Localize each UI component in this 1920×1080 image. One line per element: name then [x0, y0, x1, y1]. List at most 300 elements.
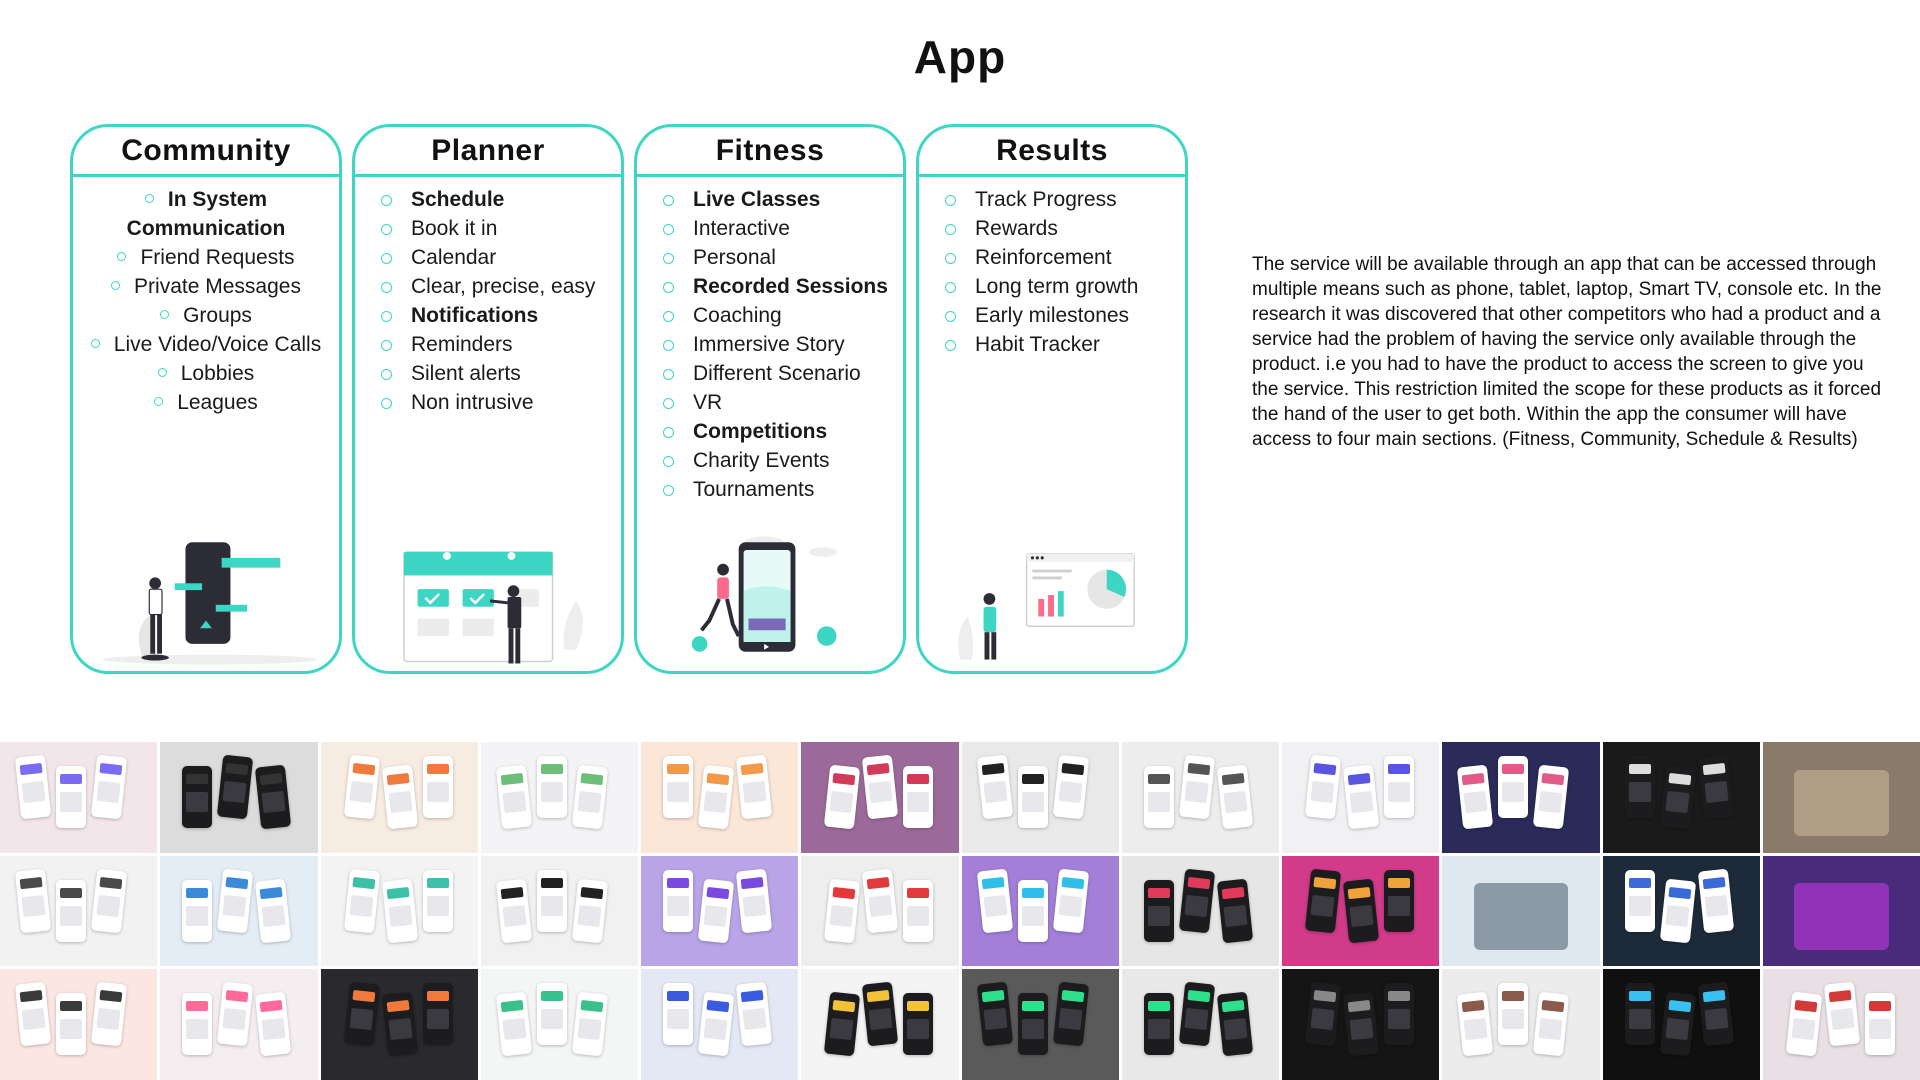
screen-block — [22, 895, 46, 917]
phone-mockup — [976, 755, 1012, 820]
screen-block — [703, 791, 727, 813]
screen-block — [1464, 791, 1488, 813]
gallery-tile — [160, 856, 317, 967]
screen-block — [541, 991, 563, 1001]
screen-block — [1184, 895, 1208, 917]
phone-mockup — [1533, 765, 1569, 830]
list-item: Interactive — [659, 214, 889, 243]
phone-mockup — [1018, 993, 1048, 1055]
phone-mockup — [423, 983, 453, 1045]
screen-block — [741, 990, 764, 1002]
screen-block — [1462, 1000, 1485, 1012]
bullet-icon — [91, 339, 100, 348]
screen-block — [1794, 1000, 1817, 1012]
phone-mockup — [572, 992, 608, 1057]
list-item: Habit Tracker — [941, 330, 1171, 359]
list-item: Reinforcement — [941, 243, 1171, 272]
screen-block — [1313, 763, 1336, 775]
screen-block — [983, 781, 1007, 803]
phone-mockup — [736, 868, 772, 933]
card-title: Planner — [355, 127, 621, 177]
bullet-icon — [111, 281, 120, 290]
phone-mockup — [56, 766, 86, 828]
screen-block — [830, 905, 854, 927]
phone-mockup — [423, 756, 453, 818]
list-item: VR — [659, 388, 889, 417]
screen-block — [1388, 764, 1410, 774]
screen-block — [427, 896, 449, 916]
phone-mockup — [1824, 982, 1860, 1047]
calendar-illustration — [355, 521, 621, 671]
list-item: Groups — [83, 301, 329, 330]
screen-block — [741, 877, 764, 889]
screen-block — [1022, 1001, 1044, 1011]
screen-block — [260, 773, 283, 785]
screen-block — [541, 896, 563, 916]
screen-block — [869, 895, 893, 917]
gallery-tile — [321, 742, 478, 853]
phone-mockup — [862, 982, 898, 1047]
screen-block — [262, 905, 286, 927]
chat-illustration — [73, 521, 339, 671]
screen-block — [20, 763, 43, 775]
gallery-tile — [962, 856, 1119, 967]
gallery-tile — [801, 742, 958, 853]
phone-mockup — [15, 868, 51, 933]
gallery-tile — [1603, 856, 1760, 967]
list-item: Schedule — [377, 185, 607, 214]
screen-block — [1791, 1018, 1815, 1040]
list-item: Early milestones — [941, 301, 1171, 330]
gallery-tile — [0, 969, 157, 1080]
photo-block — [1794, 770, 1888, 836]
list-item: Clear, precise, easy — [377, 272, 607, 301]
phone-mockup — [1865, 993, 1895, 1055]
gallery-tile — [1282, 856, 1439, 967]
phone-mockup — [824, 992, 860, 1057]
screen-block — [743, 895, 767, 917]
screen-block — [1539, 791, 1563, 813]
screen-block — [186, 774, 208, 784]
screen-block — [541, 764, 563, 774]
gallery-tile — [481, 969, 638, 1080]
screen-block — [706, 887, 729, 899]
phone-mockup — [1343, 992, 1379, 1057]
phone-mockup — [496, 878, 532, 943]
phone-mockup — [255, 878, 291, 943]
screen-block — [1665, 791, 1689, 813]
phone-mockup — [1786, 992, 1822, 1057]
screen-block — [1464, 1018, 1488, 1040]
screen-block — [386, 887, 409, 899]
screen-block — [386, 1000, 409, 1012]
gallery-tile — [801, 969, 958, 1080]
phone-mockup — [862, 868, 898, 933]
phone-mockup — [1659, 992, 1695, 1057]
bullet-icon — [154, 397, 163, 406]
phone-mockup — [217, 982, 253, 1047]
list-item: In System Communication — [126, 188, 286, 240]
screen-block — [907, 906, 929, 926]
screen-block — [983, 895, 1007, 917]
phone-mockup — [1659, 765, 1695, 830]
screen-block — [502, 905, 526, 927]
screen-block — [743, 781, 767, 803]
screen-block — [907, 1019, 929, 1039]
screen-block — [1350, 1018, 1374, 1040]
screen-block — [352, 877, 375, 889]
list-item: Rewards — [941, 214, 1171, 243]
gallery-tile — [1122, 742, 1279, 853]
phone-mockup — [1697, 982, 1733, 1047]
phone-mockup — [1179, 868, 1215, 933]
screen-block — [1187, 990, 1210, 1002]
screen-block — [869, 1008, 893, 1030]
phone-mockup — [1384, 870, 1414, 932]
list-item: Live Classes — [659, 185, 889, 214]
phone-mockup — [182, 766, 212, 828]
phone-mockup — [976, 982, 1012, 1047]
gallery-tile — [160, 969, 317, 1080]
phone-mockup — [663, 756, 693, 818]
screen-block — [867, 990, 890, 1002]
screen-block — [1668, 1000, 1691, 1012]
screen-block — [743, 1008, 767, 1030]
screen-block — [500, 1000, 523, 1012]
screen-block — [1828, 990, 1851, 1002]
phone-mockup — [255, 765, 291, 830]
screen-block — [500, 887, 523, 899]
screen-block — [741, 763, 764, 775]
phone-mockup — [537, 756, 567, 818]
list-item: Non intrusive — [377, 388, 607, 417]
screen-block — [352, 990, 375, 1002]
phone-mockup — [91, 868, 127, 933]
screen-block — [1869, 1001, 1891, 1011]
phone-mockup — [423, 870, 453, 932]
card-list — [73, 177, 339, 417]
list-item: Competitions — [659, 417, 889, 446]
screen-block — [706, 1000, 729, 1012]
screen-block — [1350, 791, 1374, 813]
gallery-tile — [641, 742, 798, 853]
screen-block — [833, 887, 856, 899]
screen-block — [667, 878, 689, 888]
phone-mockup — [1625, 870, 1655, 932]
phone-mockup — [255, 992, 291, 1057]
screen-block — [427, 991, 449, 1001]
screen-block — [226, 877, 249, 889]
screen-block — [1830, 1008, 1854, 1030]
screen-block — [388, 791, 412, 813]
screen-block — [1058, 895, 1082, 917]
screen-block — [96, 1008, 120, 1030]
screen-block — [867, 877, 890, 889]
phone-mockup — [1625, 756, 1655, 818]
screen-block — [577, 791, 601, 813]
phone-mockup — [217, 755, 253, 820]
screen-block — [833, 773, 856, 785]
screen-block — [1223, 791, 1247, 813]
screen-block — [667, 1009, 689, 1029]
screen-block — [869, 781, 893, 803]
list-item: Private Messages — [83, 272, 329, 301]
inspiration-gallery — [0, 742, 1920, 1080]
screen-block — [703, 905, 727, 927]
screen-block — [1388, 878, 1410, 888]
screen-block — [1542, 1000, 1565, 1012]
phone-mockup — [217, 868, 253, 933]
phone-mockup — [1625, 983, 1655, 1045]
screen-block — [1061, 990, 1084, 1002]
phone-mockup — [1533, 992, 1569, 1057]
screen-block — [703, 1018, 727, 1040]
phone-mockup — [91, 982, 127, 1047]
phone-mockup — [1305, 868, 1341, 933]
screen-block — [1022, 906, 1044, 926]
phone-mockup — [56, 880, 86, 942]
screen-block — [907, 1001, 929, 1011]
screen-block — [223, 895, 247, 917]
screen-block — [1629, 764, 1651, 774]
screen-block — [1022, 774, 1044, 784]
screen-block — [349, 895, 373, 917]
screen-block — [223, 781, 247, 803]
list-item: Friend Requests — [83, 243, 329, 272]
phone-mockup — [343, 755, 379, 820]
screen-block — [1702, 877, 1725, 889]
screen-block — [907, 888, 929, 898]
screen-block — [20, 877, 43, 889]
screen-block — [96, 781, 120, 803]
screen-block — [260, 887, 283, 899]
phone-mockup — [182, 880, 212, 942]
screen-block — [1665, 905, 1689, 927]
card-list — [355, 177, 621, 417]
screen-block — [186, 1001, 208, 1011]
list-item: Personal — [659, 243, 889, 272]
list-item: Track Progress — [941, 185, 1171, 214]
screen-block — [262, 1018, 286, 1040]
phone-mockup — [1052, 982, 1088, 1047]
phone-mockup — [1052, 868, 1088, 933]
phone-mockup — [1144, 880, 1174, 942]
screen-block — [1022, 792, 1044, 812]
phone-mockup — [1498, 983, 1528, 1045]
phone-mockup — [1018, 766, 1048, 828]
screen-block — [186, 1019, 208, 1039]
phone-mockup — [537, 983, 567, 1045]
screen-block — [60, 792, 82, 812]
phone-mockup — [381, 992, 417, 1057]
screen-block — [1502, 782, 1524, 802]
screen-block — [186, 792, 208, 812]
gallery-tile — [481, 742, 638, 853]
screen-block — [1061, 877, 1084, 889]
phone-mockup — [1343, 878, 1379, 943]
phone-mockup — [1457, 765, 1493, 830]
phone-mockup — [537, 870, 567, 932]
phone-mockup — [1384, 756, 1414, 818]
phone-mockup — [91, 755, 127, 820]
screen-block — [1022, 1019, 1044, 1039]
phone-mockup — [1217, 765, 1253, 830]
screen-block — [427, 782, 449, 802]
phone-mockup — [1179, 755, 1215, 820]
screen-block — [1148, 906, 1170, 926]
phone-mockup — [824, 765, 860, 830]
screen-block — [830, 791, 854, 813]
phone-mockup — [1498, 756, 1528, 818]
screen-block — [1869, 1019, 1891, 1039]
screen-block — [1313, 990, 1336, 1002]
screen-block — [1348, 1000, 1371, 1012]
screen-block — [1022, 888, 1044, 898]
screen-block — [1668, 887, 1691, 899]
screen-block — [541, 878, 563, 888]
gallery-tile — [1442, 856, 1599, 967]
screen-block — [1313, 877, 1336, 889]
list-item: Live Video/Voice Calls — [83, 330, 329, 359]
phone-mockup — [1384, 983, 1414, 1045]
card-title: Fitness — [637, 127, 903, 177]
screen-block — [541, 1009, 563, 1029]
screen-block — [60, 888, 82, 898]
phone-mockup — [1179, 982, 1215, 1047]
gallery-tile — [1122, 856, 1279, 967]
phone-mockup — [903, 993, 933, 1055]
phone-mockup — [1697, 755, 1733, 820]
gallery-tile — [1763, 969, 1920, 1080]
bullet-icon — [145, 194, 154, 203]
screen-block — [60, 1019, 82, 1039]
screen-block — [580, 887, 603, 899]
card-fitness — [634, 124, 906, 674]
gallery-tile — [1282, 742, 1439, 853]
card-title: Community — [73, 127, 339, 177]
screen-block — [1061, 763, 1084, 775]
screen-block — [1221, 887, 1244, 899]
list-item: Notifications — [377, 301, 607, 330]
screen-block — [1502, 764, 1524, 774]
phone-mockup — [1457, 992, 1493, 1057]
phone-mockup — [1305, 982, 1341, 1047]
screen-block — [1388, 991, 1410, 1001]
gallery-tile — [1603, 742, 1760, 853]
gallery-tile — [1442, 742, 1599, 853]
description-text: The service will be available through an app that can be accessed through multiple means such as phone, tablet, laptop, Smart TV, console etc. In the research it was discovered that other competitors who had a product and a service had the problem of having the service only available through the product. i.e you had to have the product to access the screen to give you the service. This restriction limited the scope for these products as it forced the hand of the user to get both. Within the app the consumer will have access to four main sections. (Fitness, Community, Schedule & Results) — [1252, 254, 1882, 450]
phone-mockup — [1052, 755, 1088, 820]
screen-block — [1184, 781, 1208, 803]
screen-block — [1462, 773, 1485, 785]
screen-block — [1148, 888, 1170, 898]
screen-block — [22, 1008, 46, 1030]
gallery-tile — [801, 856, 958, 967]
phone-mockup — [736, 755, 772, 820]
card-results — [916, 124, 1188, 674]
list-item: Silent alerts — [377, 359, 607, 388]
list-item: Recorded Sessions — [659, 272, 889, 301]
phone-mockup — [1217, 992, 1253, 1057]
screen-block — [1310, 1008, 1334, 1030]
gallery-tile — [0, 742, 157, 853]
screen-block — [1223, 905, 1247, 927]
phone-mockup — [862, 755, 898, 820]
screen-block — [1388, 782, 1410, 802]
phone-mockup — [572, 878, 608, 943]
screen-block — [667, 764, 689, 774]
screen-block — [1184, 1008, 1208, 1030]
phone-mockup — [903, 766, 933, 828]
screen-block — [830, 1018, 854, 1040]
runner-phone-illustration — [637, 521, 903, 671]
screen-block — [1350, 905, 1374, 927]
screen-block — [983, 1008, 1007, 1030]
screen-block — [667, 896, 689, 916]
bullet-icon — [158, 368, 167, 377]
screen-block — [577, 1018, 601, 1040]
screen-block — [1704, 781, 1728, 803]
screen-block — [226, 990, 249, 1002]
screen-block — [20, 990, 43, 1002]
photo-block — [1474, 883, 1568, 949]
screen-block — [907, 792, 929, 812]
gallery-tile — [481, 856, 638, 967]
gallery-tile — [0, 856, 157, 967]
screen-block — [580, 773, 603, 785]
list-item: Leagues — [83, 388, 329, 417]
list-item: Immersive Story — [659, 330, 889, 359]
phone-mockup — [663, 983, 693, 1045]
gallery-tile — [321, 969, 478, 1080]
screen-block — [99, 877, 122, 889]
phone-mockup — [698, 765, 734, 830]
screen-block — [186, 906, 208, 926]
screen-block — [1629, 878, 1651, 888]
screen-block — [1348, 773, 1371, 785]
gallery-tile — [1763, 742, 1920, 853]
phone-mockup — [1144, 766, 1174, 828]
screen-block — [427, 764, 449, 774]
screen-block — [1221, 1000, 1244, 1012]
list-item: Charity Events — [659, 446, 889, 475]
screen-block — [907, 774, 929, 784]
screen-block — [500, 773, 523, 785]
phone-mockup — [572, 765, 608, 830]
card-community — [70, 124, 342, 674]
phone-mockup — [343, 868, 379, 933]
screen-block — [1629, 896, 1651, 916]
screen-block — [186, 888, 208, 898]
screen-block — [388, 1018, 412, 1040]
card-list — [919, 177, 1185, 359]
screen-block — [96, 895, 120, 917]
screen-block — [1388, 896, 1410, 916]
screen-block — [981, 763, 1004, 775]
phone-mockup — [698, 992, 734, 1057]
screen-block — [99, 990, 122, 1002]
phone-mockup — [182, 993, 212, 1055]
screen-block — [223, 1008, 247, 1030]
phone-mockup — [736, 982, 772, 1047]
list-item: Lobbies — [83, 359, 329, 388]
screen-block — [981, 990, 1004, 1002]
screen-block — [1704, 1008, 1728, 1030]
gallery-tile — [1603, 969, 1760, 1080]
card-planner — [352, 124, 624, 674]
bullet-icon — [117, 252, 126, 261]
screen-block — [60, 1001, 82, 1011]
